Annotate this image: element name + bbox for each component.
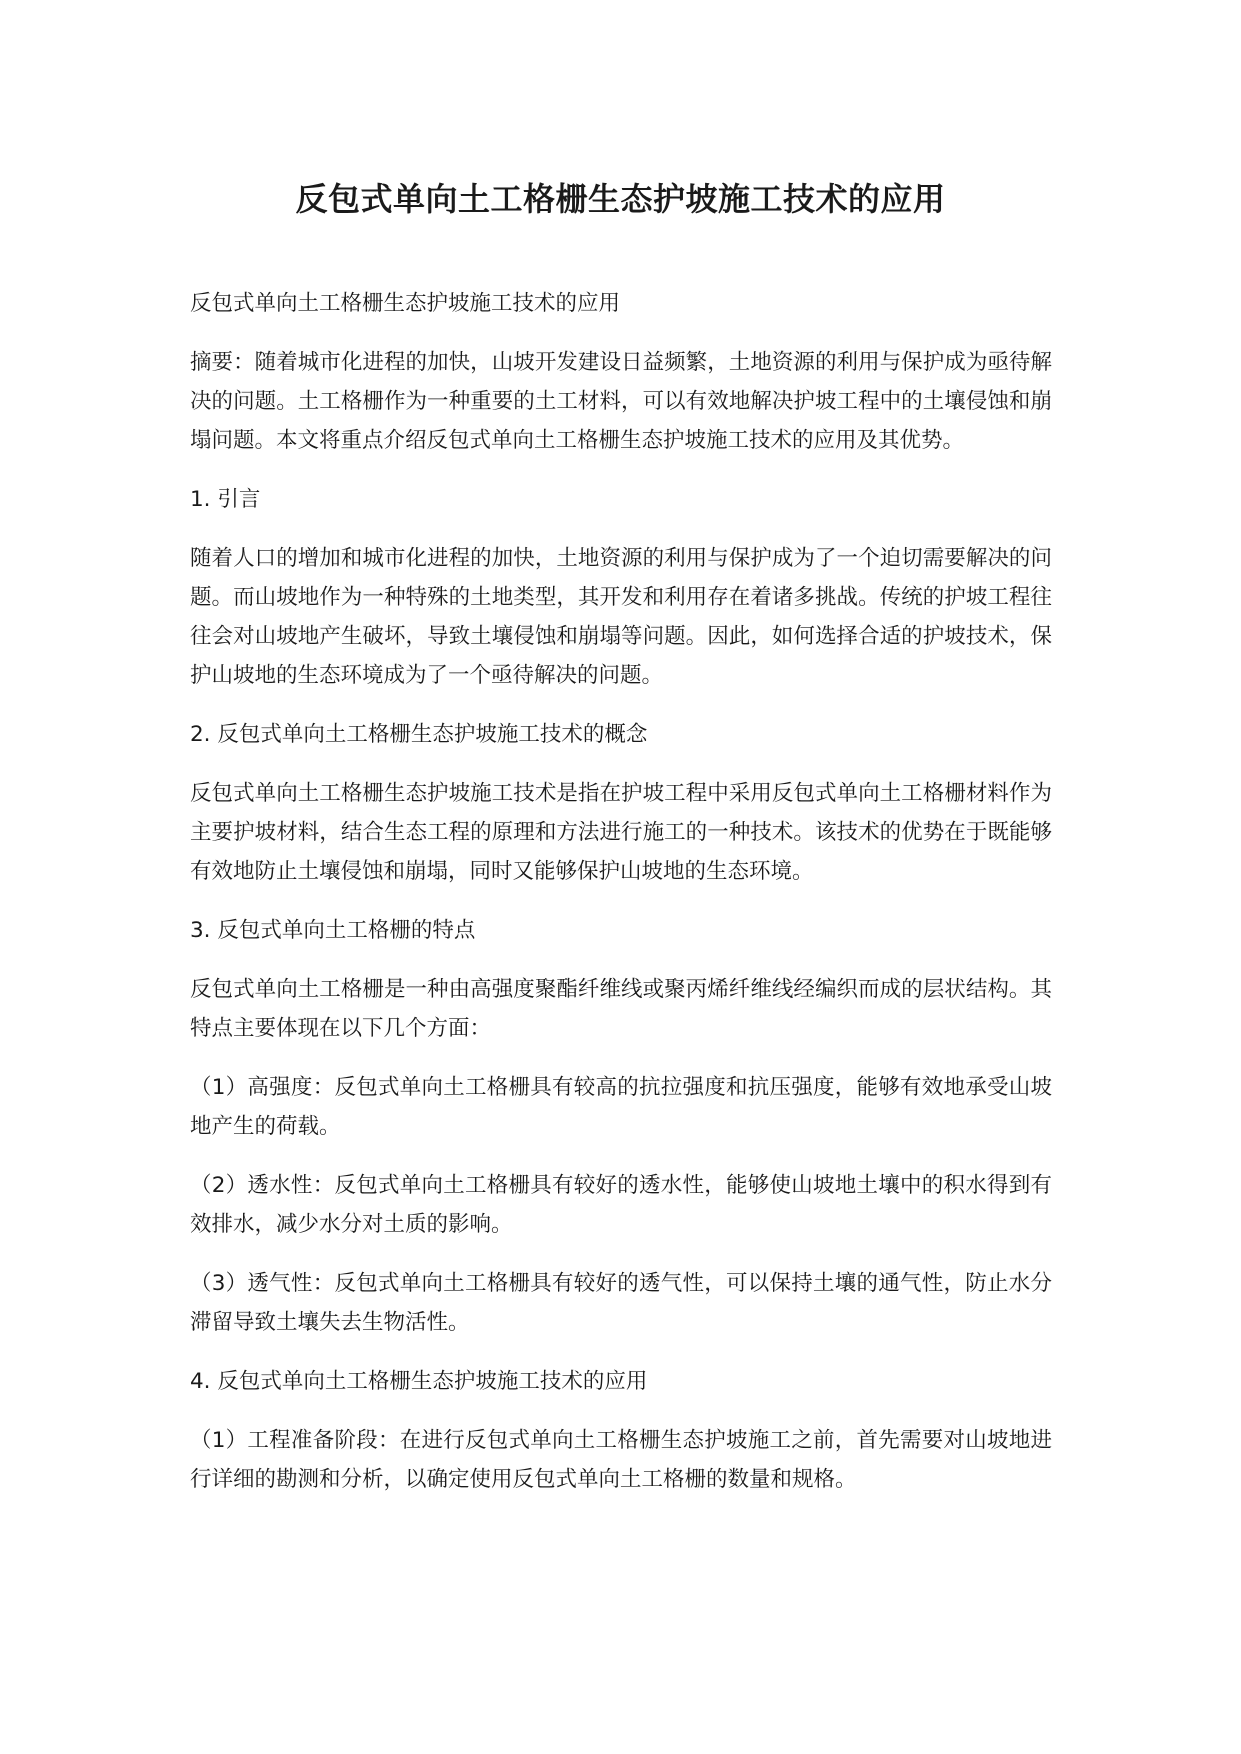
feature-item-strength: （1）高强度：反包式单向土工格栅具有较高的抗拉强度和抗压强度，能够有效地承受山坡地产生的荷载。: [190, 1075, 1052, 1139]
document-title: 反包式单向土工格栅生态护坡施工技术的应用: [295, 180, 946, 218]
section-application: [190, 1362, 1052, 1499]
section-introduction: [190, 480, 1052, 695]
feature-item-breathability: （3）透气性：反包式单向土工格栅具有较好的透气性，可以保持土壤的通气性，防止水分滞留导致土壤失去生物活性。: [190, 1271, 1052, 1335]
section-concept: [190, 715, 1052, 891]
abstract-paragraph: 摘要：随着城市化进程的加快，山坡开发建设日益频繁，土地资源的利用与保护成为亟待解决的问题。土工格栅作为一种重要的土工材料，可以有效地解决护坡工程中的土壤侵蚀和崩塌问题。本文将重点介绍反包式单向土工格栅生态护坡施工技术的应用及其优势。: [190, 350, 1052, 453]
document-subtitle: 反包式单向土工格栅生态护坡施工技术的应用: [190, 291, 621, 316]
section-paragraph: 反包式单向土工格栅生态护坡施工技术是指在护坡工程中采用反包式单向土工格栅材料作为主要护坡材料，结合生态工程的原理和方法进行施工的一种技术。该技术的优势在于既能够有效地防止土壤侵蚀和崩塌，同时又能够保护山坡地的生态环境。: [190, 781, 1052, 884]
section-paragraph: 反包式单向土工格栅是一种由高强度聚酯纤维线或聚丙烯纤维线经编织而成的层状结构。其特点主要体现在以下几个方面：: [190, 977, 1052, 1041]
document-page: [190, 0, 1052, 1754]
section-features: [190, 911, 1052, 1342]
section-heading: 3. 反包式单向土工格栅的特点: [190, 918, 476, 943]
application-step-preparation: （1）工程准备阶段：在进行反包式单向土工格栅生态护坡施工之前，首先需要对山坡地进行详细的勘测和分析，以确定使用反包式单向土工格栅的数量和规格。: [190, 1428, 1052, 1492]
section-heading: 4. 反包式单向土工格栅生态护坡施工技术的应用: [190, 1369, 648, 1394]
section-paragraph: 随着人口的增加和城市化进程的加快，土地资源的利用与保护成为了一个迫切需要解决的问题。而山坡地作为一种特殊的土地类型，其开发和利用存在着诸多挑战。传统的护坡工程往往会对山坡地产生破坏，导致土壤侵蚀和崩塌等问题。因此，如何选择合适的护坡技术，保护山坡地的生态环境成为了一个亟待解决的问题。: [190, 546, 1052, 688]
section-heading: 2. 反包式单向土工格栅生态护坡施工技术的概念: [190, 722, 648, 747]
section-heading: 1. 引言: [190, 487, 261, 512]
document-body: [190, 284, 1052, 1519]
feature-item-permeability: （2）透水性：反包式单向土工格栅具有较好的透水性，能够使山坡地土壤中的积水得到有效排水，减少水分对土质的影响。: [190, 1173, 1052, 1237]
